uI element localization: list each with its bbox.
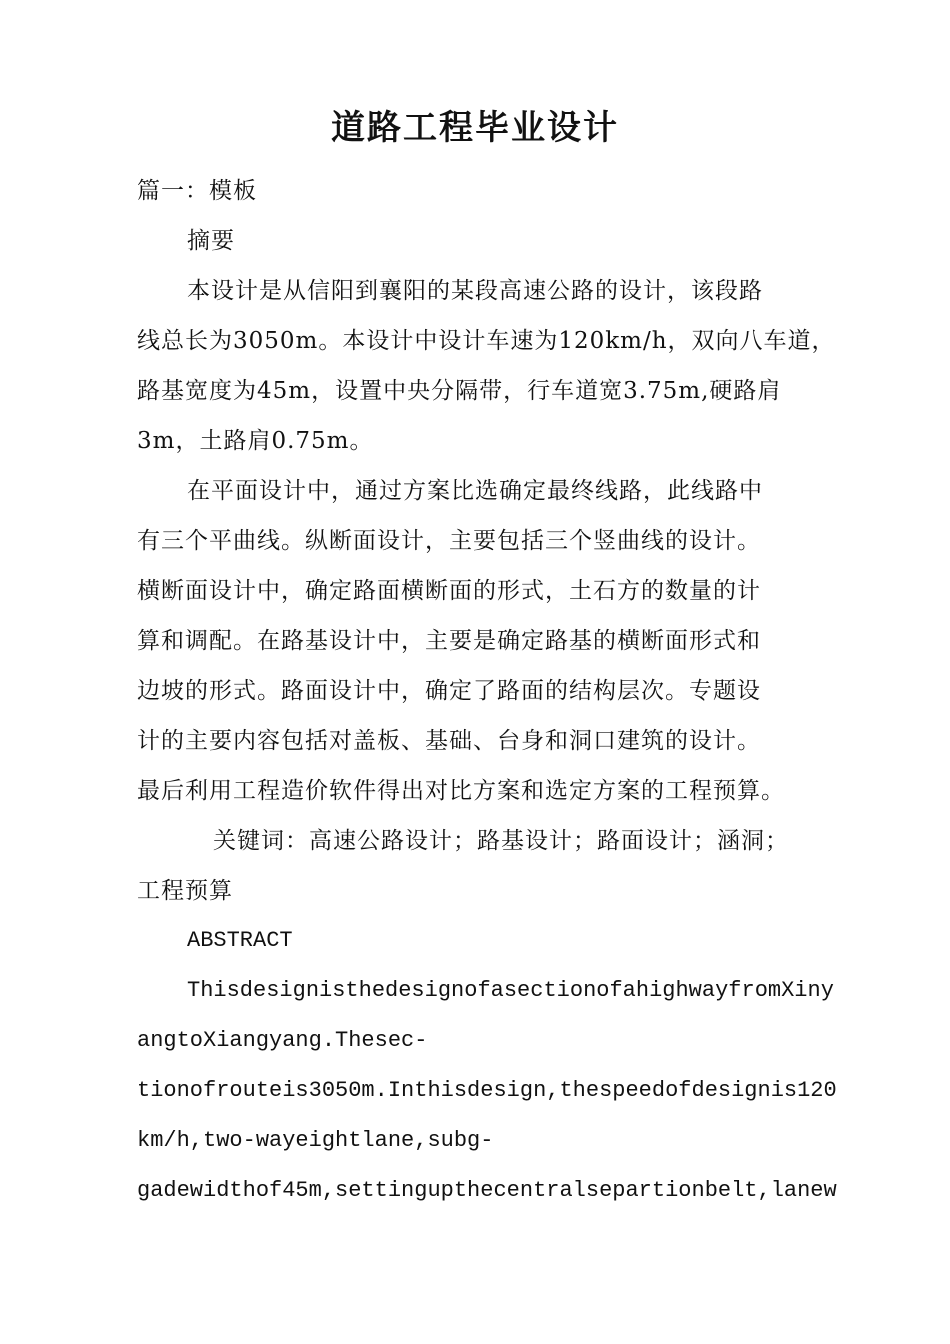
abstract-cn-line: 计的主要内容包括对盖板、基础、台身和洞口建筑的设计。 [137,728,761,754]
section-heading: 篇一：模板 [137,178,257,204]
abstract-cn-line: 边坡的形式。路面设计中，确定了路面的结构层次。专题设 [137,678,761,704]
abstract-en-line: angtoXiangyang.Thesec- [137,1028,428,1053]
abstract-en-line: gadewidthof45m,settingupthecentralsepartionbelt,lanew [137,1178,837,1203]
abstract-en-line: tionofrouteis3050m.Inthisdesign,thespeedofdesignis120 [137,1078,837,1103]
abstract-cn-line: 本设计是从信阳到襄阳的某段高速公路的设计，该段路 [187,278,763,304]
abstract-en-line: km/h,two-wayeightlane,subg- [137,1128,494,1153]
abstract-cn-line: 路基宽度为45m，设置中央分隔带，行车道宽3.75m,硬路肩 [137,378,782,404]
abstract-cn-line: 横断面设计中，确定路面横断面的形式，土石方的数量的计 [137,578,761,604]
abstract-en-line: ThisdesignisthedesignofasectionofahighwayfromXiny [187,978,834,1003]
abstract-heading-en: ABSTRACT [187,928,293,953]
abstract-cn-line: 最后利用工程造价软件得出对比方案和选定方案的工程预算。 [137,778,785,804]
abstract-cn-line: 在平面设计中，通过方案比选确定最终线路，此线路中 [187,478,763,504]
abstract-cn-line: 线总长为3050m。本设计中设计车速为120km/h，双向八车道， [137,328,836,354]
keywords-line: 关键词：高速公路设计；路基设计；路面设计；涵洞； [213,828,789,854]
abstract-cn-line: 算和调配。在路基设计中，主要是确定路基的横断面形式和 [137,628,761,654]
document-title: 道路工程毕业设计 [331,108,619,148]
abstract-cn-line: 有三个平曲线。纵断面设计，主要包括三个竖曲线的设计。 [137,528,761,554]
abstract-heading-cn: 摘要 [187,228,235,254]
abstract-cn-line: 3m，土路肩0.75m。 [137,428,374,454]
keywords-line: 工程预算 [137,878,233,904]
